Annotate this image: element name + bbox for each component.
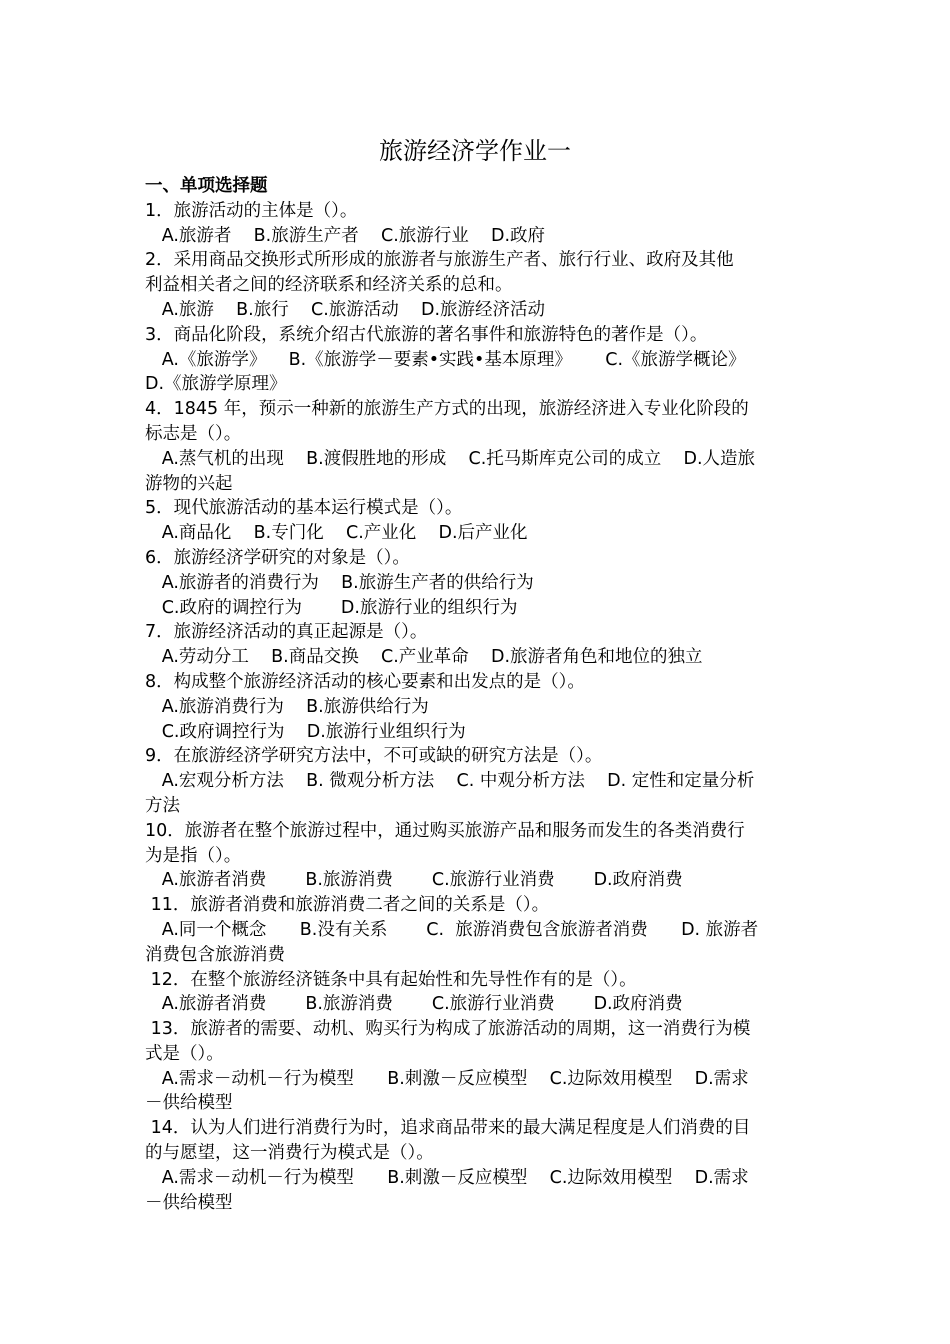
text-line: 标志是（）。 <box>145 423 242 444</box>
text-line: A.需求－动机－行为模型 B.刺激－反应模型 C.边际效用模型 D.需求 <box>145 1068 749 1089</box>
text-line: 9．在旅游经济学研究方法中，不可或缺的研究方法是（）。 <box>145 746 603 767</box>
text-line: 7．旅游经济活动的真正起源是（）。 <box>145 622 428 643</box>
document-body <box>145 174 810 1215</box>
text-line: 14．认为人们进行消费行为时，追求商品带来的最大满足程度是人们消费的目 <box>145 1118 751 1139</box>
text-line: 6．旅游经济学研究的对象是（）。 <box>145 547 410 568</box>
text-line: 11．旅游者消费和旅游消费二者之间的关系是（）。 <box>145 895 550 916</box>
text-line: A.《旅游学》 B.《旅游学－要素•实践•基本原理》 C.《旅游学概论》 <box>145 349 746 370</box>
text-line: 消费包含旅游消费 <box>145 944 285 965</box>
text-line: 12．在整个旅游经济链条中具有起始性和先导性作有的是（）。 <box>145 969 637 990</box>
text-line: A.劳动分工 B.商品交换 C.产业革命 D.旅游者角色和地位的独立 <box>145 647 703 668</box>
text-line: 3．商品化阶段，系统介绍古代旅游的著名事件和旅游特色的著作是（）。 <box>145 324 708 345</box>
text-line: A.需求－动机－行为模型 B.刺激－反应模型 C.边际效用模型 D.需求 <box>145 1167 749 1188</box>
text-line: 为是指（）。 <box>145 845 242 866</box>
text-line: 8．构成整个旅游经济活动的核心要素和出发点的是（）。 <box>145 671 585 692</box>
text-line: 利益相关者之间的经济联系和经济关系的总和。 <box>145 275 513 296</box>
text-line: 的与愿望，这一消费行为模式是（）。 <box>145 1143 434 1164</box>
text-line: A.旅游者 B.旅游生产者 C.旅游行业 D.政府 <box>145 225 546 246</box>
text-line: A.宏观分析方法 B. 微观分析方法 C. 中观分析方法 D. 定性和定量分析 <box>145 771 755 792</box>
text-line: C.政府调控行为 D.旅游行业组织行为 <box>145 721 466 742</box>
text-line: A.商品化 B.专门化 C.产业化 D.后产业化 <box>145 523 528 544</box>
text-line: －供给模型 <box>145 1093 233 1114</box>
text-line: A.旅游者消费 B.旅游消费 C.旅游行业消费 D.政府消费 <box>145 994 683 1015</box>
text-line: 4．1845 年，预示一种新的旅游生产方式的出现，旅游经济进入专业化阶段的 <box>145 399 749 420</box>
text-line: 10．旅游者在整个旅游过程中，通过购买旅游产品和服务而发生的各类消费行 <box>145 820 745 841</box>
text-line: A.同一个概念 B.没有关系 C. 旅游消费包含旅游者消费 D. 旅游者 <box>145 919 759 940</box>
text-line: D.《旅游学原理》 <box>145 374 287 395</box>
text-line: 方法 <box>145 795 180 816</box>
text-line: 5．现代旅游活动的基本运行模式是（）。 <box>145 498 463 519</box>
text-line: 1．旅游活动的主体是（）。 <box>145 200 358 221</box>
text-line: A.旅游 B.旅行 C.旅游活动 D.旅游经济活动 <box>145 299 546 320</box>
text-line: A.旅游者消费 B.旅游消费 C.旅游行业消费 D.政府消费 <box>145 870 683 891</box>
document-title: 旅游经济学作业一 <box>379 137 571 165</box>
text-line: 2．采用商品交换形式所形成的旅游者与旅游生产者、旅行行业、政府及其他 <box>145 250 734 271</box>
text-line: 式是（）。 <box>145 1043 224 1064</box>
text-line: 13．旅游者的需要、动机、购买行为构成了旅游活动的周期，这一消费行为模 <box>145 1019 751 1040</box>
text-line: A.旅游消费行为 B.旅游供给行为 <box>145 696 429 717</box>
text-line: A.蒸气机的出现 B.渡假胜地的形成 C.托马斯库克公司的成立 D.人造旅 <box>145 448 756 469</box>
text-line: 游物的兴起 <box>145 473 233 494</box>
text-line: C.政府的调控行为 D.旅游行业的组织行为 <box>145 597 518 618</box>
text-line: －供给模型 <box>145 1192 233 1213</box>
text-line: A.旅游者的消费行为 B.旅游生产者的供给行为 <box>145 572 534 593</box>
section-heading: 一、单项选择题 <box>145 176 268 196</box>
